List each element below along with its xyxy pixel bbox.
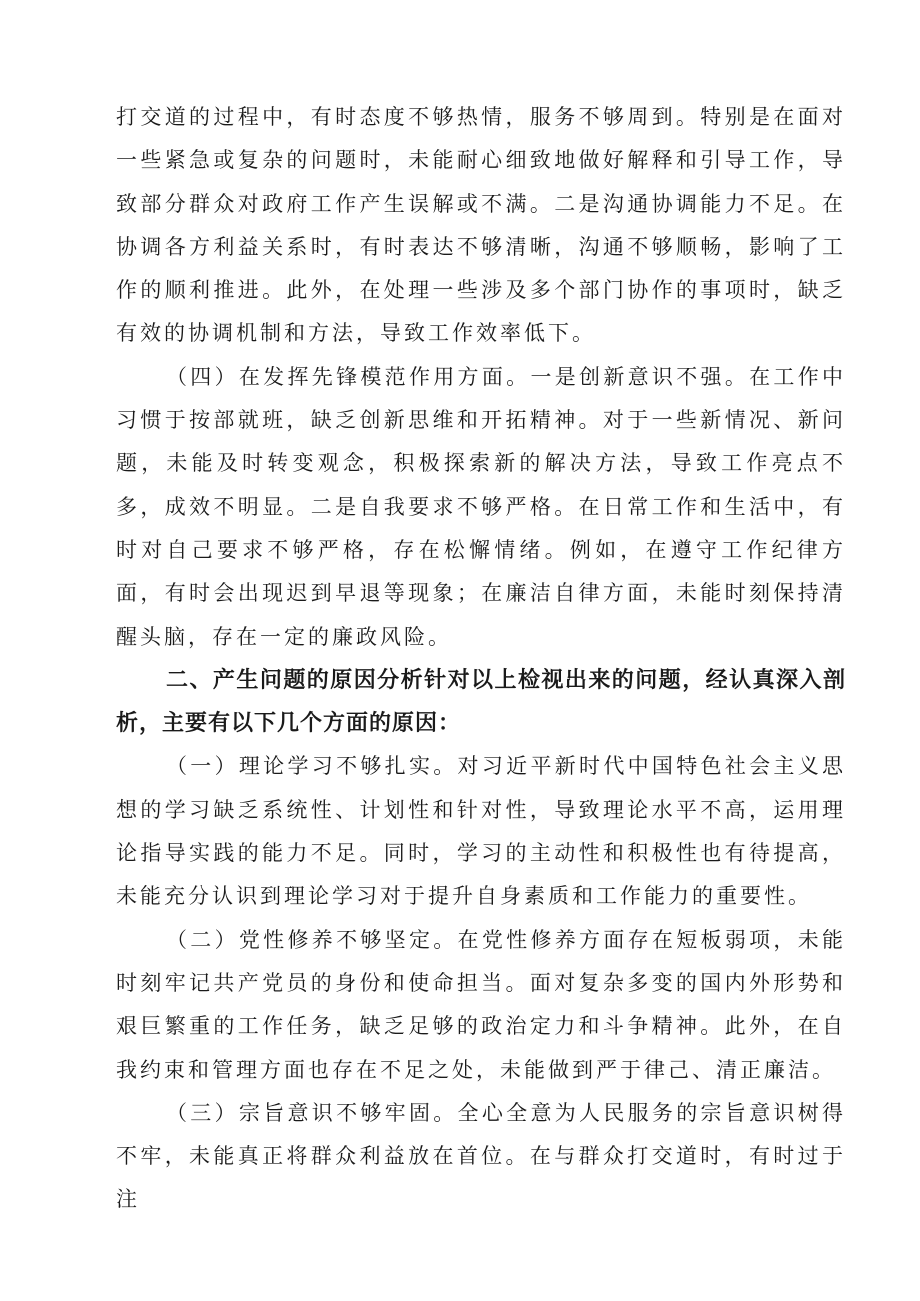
section-heading-cause-analysis: 二、产生问题的原因分析针对以上检视出来的问题，经认真深入剖析，主要有以下几个方面的原因： (116, 667, 846, 737)
paragraph-continuation: 打交道的过程中，有时态度不够热情，服务不够周到。特别是在面对一些紧急或复杂的问题时，未能耐心细致地做好解释和引导工作，导致部分群众对政府工作产生误解或不满。二是沟通协调能力不足。在协调各方利益关系时，有时表达不够清晰，沟通不够顺畅，影响了工作的顺利推进。此外，在处理一些涉及多个部门协作的事项时，缺乏有效的协调机制和方法，导致工作效率低下。 (116, 105, 846, 346)
paragraph-theory-study: （一）理论学习不够扎实。对习近平新时代中国特色社会主义思想的学习缺乏系统性、计划性和针对性，导致理论水平不高，运用理论指导实践的能力不足。同时，学习的主动性和积极性也有待提高，未能充分认识到理论学习对于提升自身素质和工作能力的重要性。 (116, 754, 846, 909)
paragraph-purpose-awareness: （三）宗旨意识不够牢固。全心全意为人民服务的宗旨意识树得不牢，未能真正将群众利益放在首位。在与群众打交道时，有时过于注 (116, 1100, 846, 1212)
paragraph-vanguard-role: （四）在发挥先锋模范作用方面。一是创新意识不强。在工作中习惯于按部就班，缺乏创新思维和开拓精神。对于一些新情况、新问题，未能及时转变观念，积极探索新的解决方法，导致工作亮点不多，成效不明显。二是自我要求不够严格。在日常工作和生活中，有时对自己要求不够严格，存在松懈情绪。例如，在遵守工作纪律方面，有时会出现迟到早退等现象；在廉洁自律方面，未能时刻保持清醒头脑，存在一定的廉政风险。 (116, 364, 846, 649)
paragraph-party-spirit: （二）党性修养不够坚定。在党性修养方面存在短板弱项，未能时刻牢记共产党员的身份和使命担当。面对复杂多变的国内外形势和艰巨繁重的工作任务，缺乏足够的政治定力和斗争精神。此外，在自我约束和管理方面也存在不足之处，未能做到严于律己、清正廉洁。 (116, 927, 846, 1082)
